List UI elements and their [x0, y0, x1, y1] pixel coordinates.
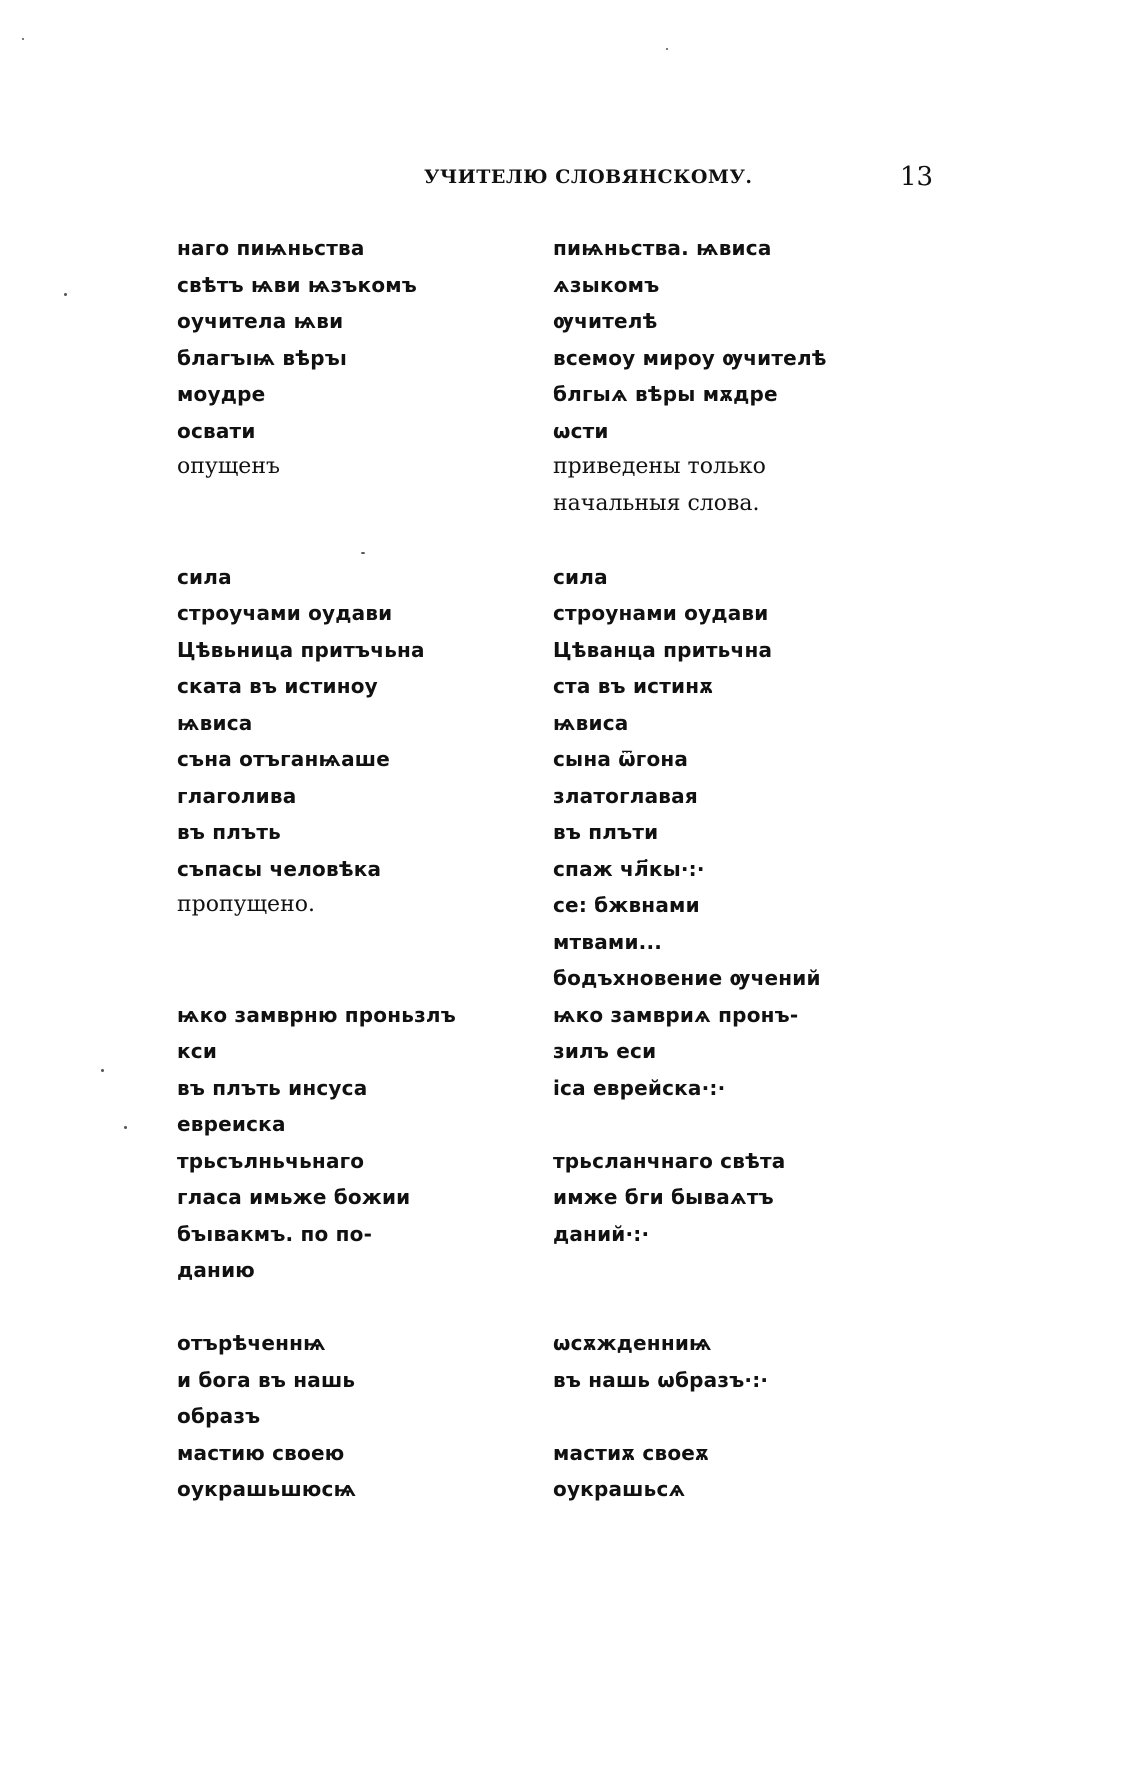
right-column-line: ѡсѫжденниѩ [553, 1331, 712, 1355]
left-column-line: строучами оудави [177, 601, 393, 625]
left-column-line: ѩвиса [177, 710, 253, 735]
scan-speck [101, 1069, 104, 1072]
left-column-line: оукрашьшюсѩ [177, 1477, 357, 1501]
right-column-line: пиѩньства. ѩвиса [553, 236, 772, 260]
right-column-line: начальныя слова. [553, 490, 760, 516]
blank-line [177, 486, 537, 523]
blank-line [553, 522, 973, 559]
left-column-line: моудре [177, 382, 266, 406]
right-column [553, 230, 973, 1508]
right-column-line: златоглавая [553, 783, 698, 808]
right-column-line: блгыѧ вѣры мѫдре [553, 382, 778, 406]
blank-line [177, 522, 537, 559]
left-column-line: благъıѩ вѣръı [177, 345, 348, 370]
scan-speck [666, 48, 668, 50]
left-column-line: опущенъ [177, 454, 280, 479]
blank-line [553, 1289, 973, 1326]
left-column-line: съпасы человѣка [177, 856, 382, 881]
blank-line [177, 1289, 537, 1326]
left-column-line: сила [177, 564, 232, 589]
left-column-line: Цѣвьница притъчьна [177, 637, 425, 662]
left-column-line: образъ [177, 1404, 261, 1428]
scan-speck [124, 1126, 127, 1129]
right-column-line: въ нашь ѡбразъ·:· [553, 1367, 769, 1392]
blank-line [553, 1398, 973, 1435]
right-column-line: сына ѿгона [553, 747, 689, 771]
left-column-line: ѩко замврню проньзлъ [177, 1002, 456, 1027]
right-column-line: зилъ еси [553, 1039, 657, 1063]
left-column-line: евреиска [177, 1112, 286, 1136]
left-column-line: съна отъганѩаше [177, 747, 391, 771]
right-column-line: строунами оудави [553, 601, 769, 625]
right-column-line: ѹчителѣ [553, 309, 658, 333]
right-column-line: оукрашьсѧ [553, 1477, 686, 1501]
right-column-line: Цѣванца притьчна [553, 637, 773, 662]
right-column-line: іса еврейска·:· [553, 1075, 726, 1100]
right-column-line: ѡсти [553, 418, 609, 443]
left-column-line: трьсълньчьнаго [177, 1148, 365, 1173]
left-column-line: свѣтъ ѩви ѩзъкомъ [177, 272, 418, 297]
left-column-line: оучитела ѩви [177, 309, 344, 333]
right-column-line: приведены только [553, 454, 766, 479]
left-column-line: въ плъть [177, 820, 281, 844]
right-column-line: ѩвиса [553, 710, 629, 735]
right-column-line: ста въ истинѫ [553, 674, 714, 698]
blank-line [553, 1106, 973, 1143]
running-head [0, 162, 1140, 196]
running-title: УЧИТЕЛЮ СЛОВЯНСКОМУ. [424, 166, 753, 188]
left-column-line: освати [177, 418, 256, 443]
left-column-line: отърѣченнѩ [177, 1331, 326, 1355]
scan-speck [361, 552, 365, 554]
left-column-line: ската въ истиноу [177, 674, 378, 698]
blank-line [177, 924, 537, 961]
right-column-line: въ плъти [553, 820, 659, 844]
right-column-line: сила [553, 564, 608, 589]
right-column-line: имже бги бываѧтъ [553, 1185, 774, 1209]
left-column-line: кси [177, 1039, 218, 1063]
left-column-line: и бога въ нашь [177, 1367, 356, 1392]
right-column-line: всемоу мироу ѹчителѣ [553, 345, 827, 370]
right-column-line: даний·:· [553, 1221, 650, 1246]
scan-speck [22, 38, 24, 40]
left-column-line: бъıвакмъ. по по- [177, 1221, 373, 1246]
right-column-line: мтвами... [553, 929, 663, 954]
right-column-line: ѧзыкомъ [553, 272, 660, 297]
scan-speck [64, 293, 67, 296]
right-column-line: ѩко замвриѧ пронъ- [553, 1002, 799, 1027]
left-column-line: мастию своею [177, 1440, 345, 1465]
right-column-line: спаж чл҃кы·:· [553, 856, 705, 881]
left-column-line: въ плъть инсуса [177, 1075, 368, 1100]
left-column-line: гласа имьже божии [177, 1185, 411, 1209]
page-number: 13 [900, 162, 934, 192]
left-column [177, 230, 537, 1508]
left-column-line: данию [177, 1258, 255, 1282]
right-column-line: бодъхновение ѹчений [553, 966, 821, 990]
blank-line [177, 960, 537, 997]
right-column-line: мастиѫ своеѫ [553, 1440, 709, 1465]
left-column-line: пропущено. [177, 892, 315, 917]
left-column-line: наго пиѩньства [177, 236, 365, 260]
right-column-line: трьсланчнаго свѣта [553, 1148, 786, 1173]
right-column-line: се: бжвнами [553, 893, 700, 917]
blank-line [553, 1252, 973, 1289]
left-column-line: глаголива [177, 783, 297, 808]
